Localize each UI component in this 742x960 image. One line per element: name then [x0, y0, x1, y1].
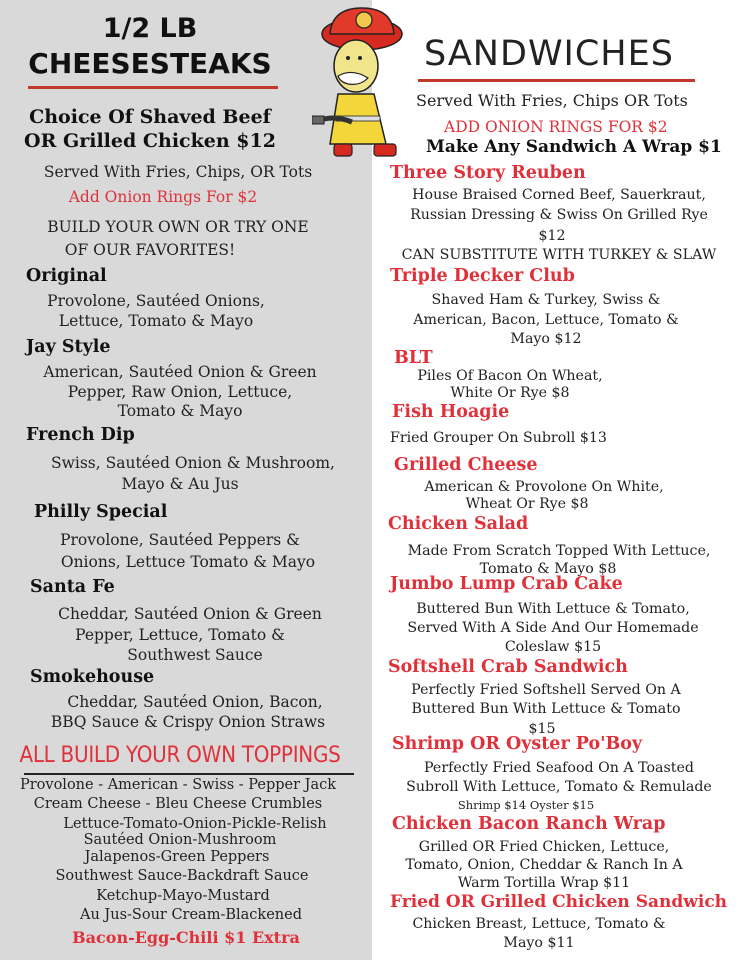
- item-fried-grilled-chicken-sandwich: Fried OR Grilled Chicken Sandwich: [390, 892, 728, 912]
- sandwiches-underline: [418, 79, 695, 82]
- item-fish-hoagie-desc: Fried Grouper On Subroll $13: [390, 430, 607, 446]
- item-philly-special-desc: Onions, Lettuce Tomato & Mayo: [60, 553, 316, 571]
- topping-line: Cream Cheese - Bleu Cheese Crumbles: [33, 796, 323, 812]
- cheesesteaks-title-line2: CHEESESTEAKS: [28, 47, 272, 80]
- item-santa-fe-desc: Southwest Sauce: [127, 646, 263, 664]
- item-french-dip-desc: Mayo & Au Jus: [121, 475, 239, 493]
- sandwiches-onion-rings: ADD ONION RINGS FOR $2: [444, 118, 668, 136]
- toppings-divider: [24, 773, 354, 775]
- item-french-dip-desc: Swiss, Sautéed Onion & Mushroom,: [51, 454, 335, 472]
- choice-line2: OR Grilled Chicken $12: [24, 130, 276, 152]
- firefighter-mascot-logo: [312, 4, 412, 162]
- build-line2: OF OUR FAVORITES!: [64, 241, 236, 259]
- item-jay-style: Jay Style: [26, 337, 111, 357]
- item-chicken-salad-desc: Made From Scratch Topped With Lettuce,: [407, 543, 711, 559]
- choice-line1: Choice Of Shaved Beef: [29, 106, 271, 128]
- item-chicken-bacon-ranch-wrap: Chicken Bacon Ranch Wrap: [392, 814, 666, 834]
- item-jay-style-desc: Pepper, Raw Onion, Lettuce,: [67, 383, 293, 401]
- item-original-desc: Lettuce, Tomato & Mayo: [58, 312, 254, 330]
- item-santa-fe: Santa Fe: [30, 577, 115, 597]
- item-reuben-price: $12: [538, 228, 566, 244]
- wrap-option: Make Any Sandwich A Wrap $1: [426, 137, 722, 157]
- item-reuben-desc: Russian Dressing & Swiss On Grilled Rye: [410, 207, 708, 223]
- item-chicken-sandwich-desc: Mayo $11: [503, 935, 575, 951]
- item-club-desc: Mayo $12: [510, 331, 582, 347]
- item-original: Original: [26, 266, 107, 286]
- item-chicken-salad-desc: Tomato & Mayo $8: [479, 561, 617, 577]
- item-softshell-desc: Perfectly Fried Softshell Served On A: [411, 682, 681, 698]
- item-wrap-desc: Tomato, Onion, Cheddar & Ranch In A: [405, 857, 683, 873]
- cheesesteaks-title-line1: 1/2 LB: [102, 13, 198, 44]
- item-club-desc: American, Bacon, Lettuce, Tomato &: [413, 312, 679, 328]
- item-poboy-prices: Shrimp $14 Oyster $15: [457, 798, 595, 812]
- item-philly-special: Philly Special: [34, 502, 168, 522]
- item-blt-desc: Piles Of Bacon On Wheat,: [417, 368, 603, 384]
- item-three-story-reuben: Three Story Reuben: [390, 163, 586, 183]
- substitute-note: CAN SUBSTITUTE WITH TURKEY & SLAW: [401, 247, 717, 263]
- topping-line: Ketchup-Mayo-Mustard: [96, 888, 270, 904]
- item-smokehouse-desc: Cheddar, Sautéed Onion, Bacon,: [67, 693, 323, 711]
- item-crab-cake-desc: Served With A Side And Our Homemade: [407, 620, 699, 636]
- item-jumbo-lump-crab-cake: Jumbo Lump Crab Cake: [390, 574, 623, 594]
- item-blt-desc: White Or Rye $8: [450, 385, 570, 401]
- item-original-desc: Provolone, Sautéed Onions,: [47, 292, 265, 310]
- item-jay-style-desc: Tomato & Mayo: [117, 402, 243, 420]
- item-santa-fe-desc: Pepper, Lettuce, Tomato &: [75, 626, 285, 644]
- item-wrap-desc: Grilled OR Fried Chicken, Lettuce,: [418, 839, 670, 855]
- item-smokehouse-desc: BBQ Sauce & Crispy Onion Straws: [50, 713, 326, 731]
- item-chicken-sandwich-desc: Chicken Breast, Lettuce, Tomato &: [412, 916, 666, 932]
- item-grilled-cheese-desc: Wheat Or Rye $8: [465, 496, 589, 512]
- item-chicken-salad: Chicken Salad: [388, 514, 529, 534]
- topping-line: Southwest Sauce-Backdraft Sauce: [55, 868, 309, 884]
- item-french-dip: French Dip: [26, 425, 135, 445]
- item-crab-cake-desc: Coleslaw $15: [504, 639, 602, 655]
- item-blt: BLT: [394, 348, 433, 368]
- item-grilled-cheese-desc: American & Provolone On White,: [424, 479, 664, 495]
- onion-rings-addon: Add Onion Rings For $2: [68, 188, 258, 206]
- extras-price: Bacon-Egg-Chili $1 Extra: [72, 928, 300, 947]
- item-softshell-crab-sandwich: Softshell Crab Sandwich: [388, 657, 628, 677]
- topping-line: Jalapenos-Green Peppers: [84, 849, 270, 865]
- item-jay-style-desc: American, Sautéed Onion & Green: [43, 363, 317, 381]
- item-softshell-price: $15: [528, 721, 556, 737]
- item-wrap-desc: Warm Tortilla Wrap $11: [457, 875, 631, 891]
- item-fish-hoagie: Fish Hoagie: [392, 402, 510, 422]
- item-club-desc: Shaved Ham & Turkey, Swiss &: [431, 292, 661, 308]
- item-reuben-desc: House Braised Corned Beef, Sauerkraut,: [412, 187, 706, 203]
- toppings-title: ALL BUILD YOUR OWN TOPPINGS: [19, 740, 341, 768]
- item-triple-decker-club: Triple Decker Club: [390, 266, 575, 286]
- item-philly-special-desc: Provolone, Sautéed Peppers &: [60, 531, 300, 549]
- item-smokehouse: Smokehouse: [30, 667, 155, 687]
- topping-line: Sautéed Onion-Mushroom: [83, 832, 277, 848]
- item-crab-cake-desc: Buttered Bun With Lettuce & Tomato,: [416, 601, 690, 617]
- item-grilled-cheese: Grilled Cheese: [394, 455, 538, 475]
- topping-line: Provolone - American - Swiss - Pepper Jack: [19, 777, 337, 793]
- topping-line: Lettuce-Tomato-Onion-Pickle-Relish: [63, 816, 327, 832]
- item-shrimp-oyster-poboy: Shrimp OR Oyster Po'Boy: [392, 734, 643, 754]
- served-with: Served With Fries, Chips, OR Tots: [43, 163, 313, 181]
- sandwiches-served-with: Served With Fries, Chips OR Tots: [416, 91, 688, 110]
- topping-line: Au Jus-Sour Cream-Blackened: [80, 907, 302, 923]
- title-underline: [28, 86, 278, 89]
- item-softshell-desc: Buttered Bun With Lettuce & Tomato: [411, 701, 681, 717]
- item-santa-fe-desc: Cheddar, Sautéed Onion & Green: [58, 605, 322, 623]
- build-line1: BUILD YOUR OWN OR TRY ONE: [47, 218, 309, 236]
- item-poboy-desc: Perfectly Fried Seafood On A Toasted: [424, 760, 694, 776]
- sandwiches-title: SANDWICHES: [424, 34, 674, 74]
- item-poboy-desc: Subroll With Lettuce, Tomato & Remulade: [406, 779, 712, 795]
